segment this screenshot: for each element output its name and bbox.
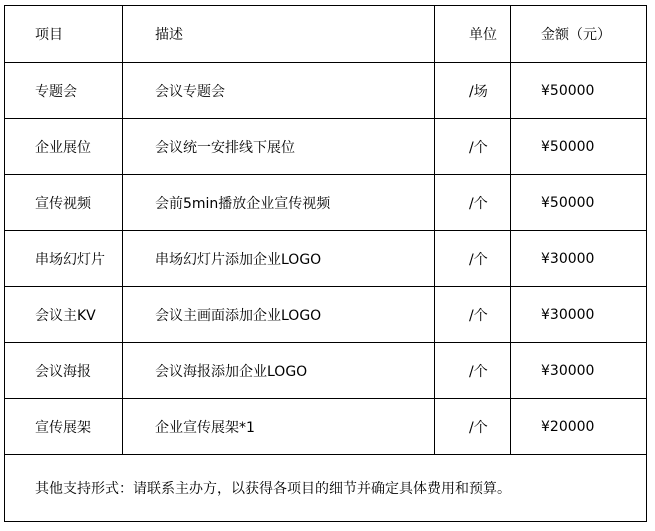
item-cell: 会议主KV: [5, 287, 123, 343]
item-cell: 会议海报: [5, 343, 123, 399]
item-cell: 串场幻灯片: [5, 231, 123, 287]
amount-cell: ¥30000: [511, 231, 647, 287]
amount-cell: ¥50000: [511, 175, 647, 231]
unit-cell: /个: [435, 119, 511, 175]
table-row: [5, 287, 647, 343]
unit-cell: /场: [435, 63, 511, 119]
unit-cell: /个: [435, 287, 511, 343]
amount-cell: ¥20000: [511, 399, 647, 455]
desc-cell: 会议海报添加企业LOGO: [123, 343, 435, 399]
header-item: 项目: [5, 6, 123, 63]
table-row: [5, 175, 647, 231]
unit-cell: /个: [435, 399, 511, 455]
desc-cell: 会议主画面添加企业LOGO: [123, 287, 435, 343]
unit-cell: /个: [435, 343, 511, 399]
item-cell: 企业展位: [5, 119, 123, 175]
desc-cell: 会议统一安排线下展位: [123, 119, 435, 175]
note-row: [5, 455, 647, 522]
amount-cell: ¥30000: [511, 287, 647, 343]
amount-cell: ¥50000: [511, 63, 647, 119]
desc-cell: 会议专题会: [123, 63, 435, 119]
table-row: [5, 343, 647, 399]
unit-cell: /个: [435, 175, 511, 231]
amount-cell: ¥30000: [511, 343, 647, 399]
header-row: [5, 6, 647, 63]
desc-cell: 企业宣传展架*1: [123, 399, 435, 455]
note-text: 其他支持形式：请联系主办方，以获得各项目的细节并确定具体费用和预算。: [5, 455, 647, 522]
table-row: [5, 63, 647, 119]
table-row: [5, 231, 647, 287]
amount-cell: ¥50000: [511, 119, 647, 175]
item-cell: 专题会: [5, 63, 123, 119]
pricing-table: [4, 5, 646, 523]
table-row: [5, 399, 647, 455]
header-amount: 金额（元）: [511, 6, 647, 63]
header-desc: 描述: [123, 6, 435, 63]
item-cell: 宣传视频: [5, 175, 123, 231]
item-cell: 宣传展架: [5, 399, 123, 455]
desc-cell: 会前5min播放企业宣传视频: [123, 175, 435, 231]
table-row: [5, 119, 647, 175]
unit-cell: /个: [435, 231, 511, 287]
header-unit: 单位: [435, 6, 511, 63]
desc-cell: 串场幻灯片添加企业LOGO: [123, 231, 435, 287]
